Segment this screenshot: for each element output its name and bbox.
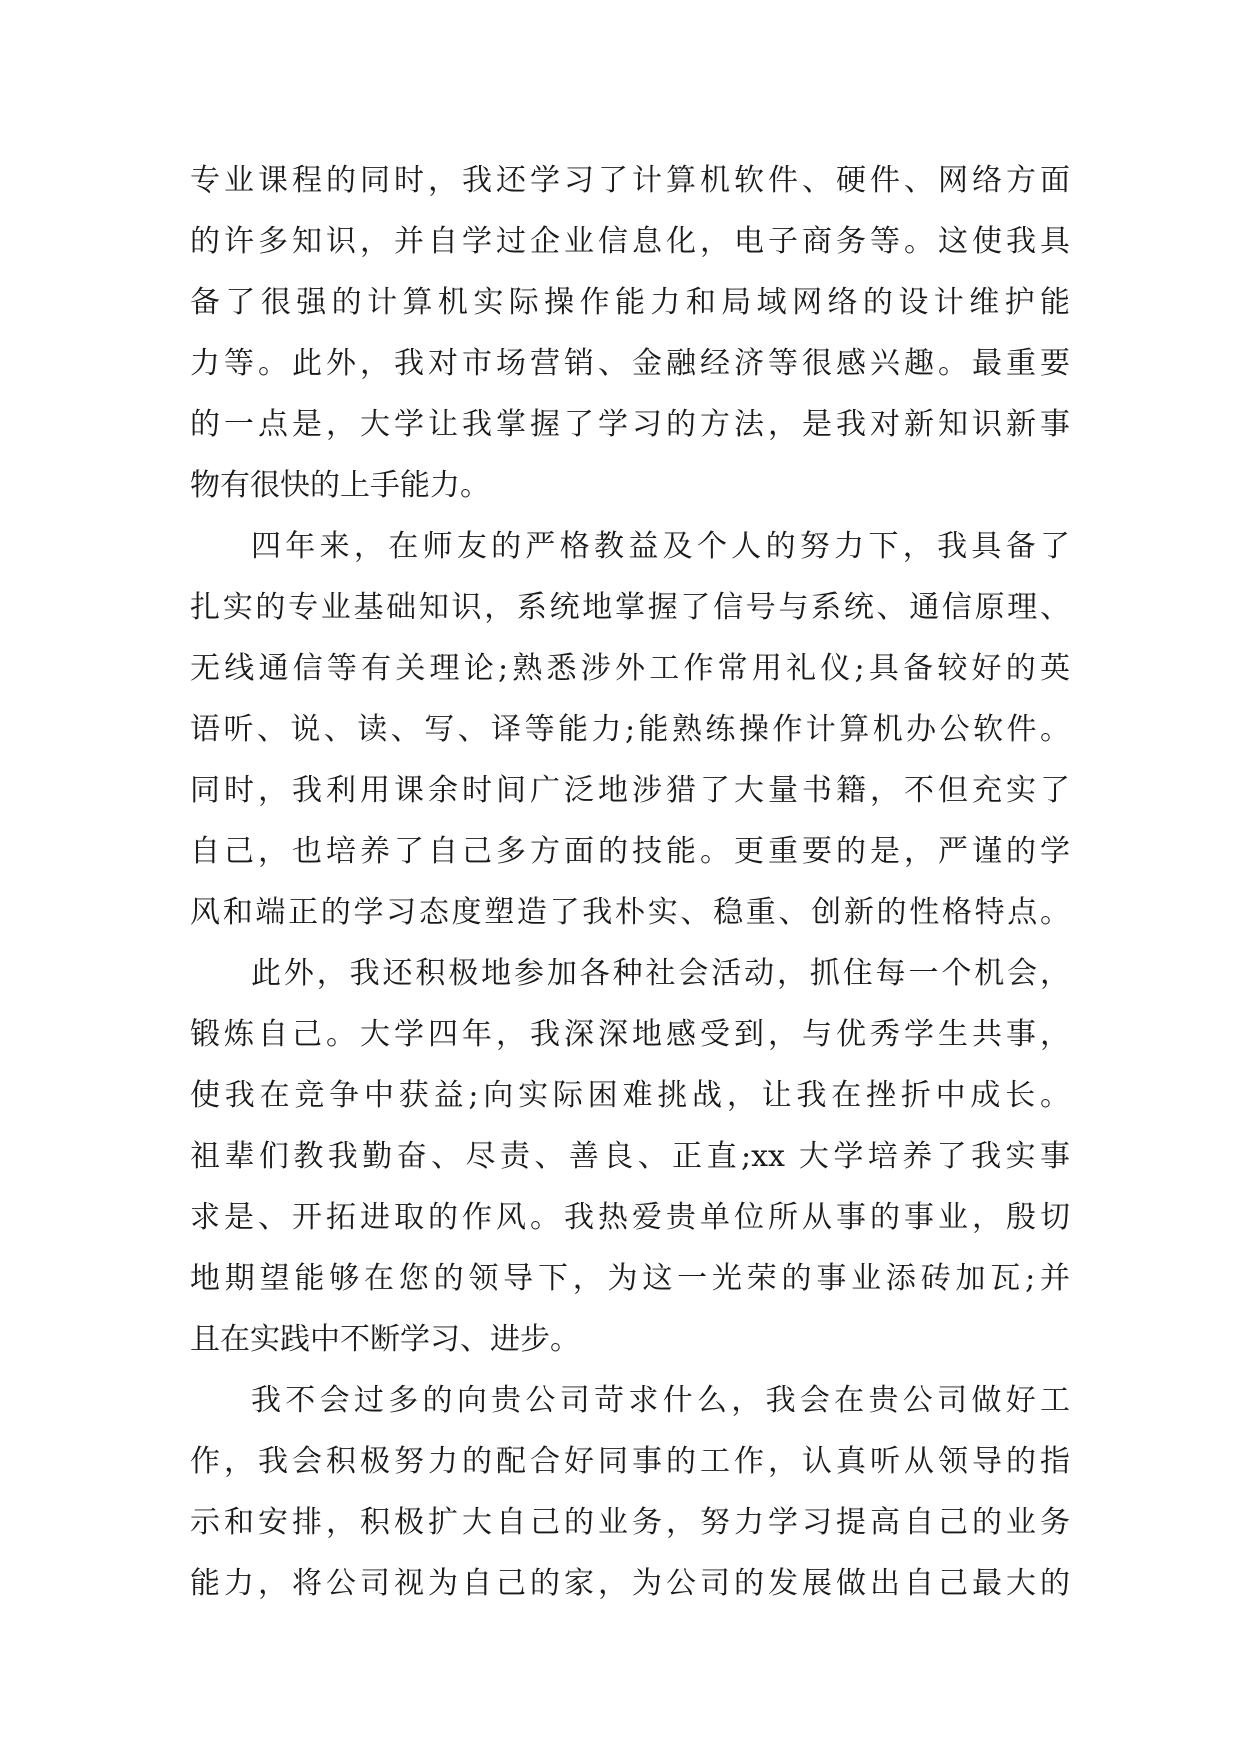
text-line: 的一点是，大学让我掌握了学习的方法，是我对新知识新事 <box>190 407 1070 442</box>
text-line: 地期望能够在您的领导下，为这一光荣的事业添砖加瓦;并 <box>190 1261 1070 1296</box>
text-line: 求是、开拓进取的作风。我热爱贵单位所从事的事业，殷切 <box>190 1200 1070 1235</box>
document-body <box>190 150 1070 1614</box>
text-line: 且在实践中不断学习、进步。 <box>190 1322 580 1357</box>
text-line: 我不会过多的向贵公司苛求什么，我会在贵公司做好工 <box>251 1383 1070 1418</box>
text-line: 此外，我还积极地参加各种社会活动，抓住每一个机会， <box>251 956 1070 991</box>
text-line: 锻炼自己。大学四年，我深深地感受到，与优秀学生共事， <box>190 1017 1070 1052</box>
paragraph-4 <box>190 1370 1070 1614</box>
text-line: 无线通信等有关理论;熟悉涉外工作常用礼仪;具备较好的英 <box>190 651 1070 686</box>
text-line: 示和安排，积极扩大自己的业务，努力学习提高自己的业务 <box>190 1505 1070 1540</box>
text-line: 自己，也培养了自己多方面的技能。更重要的是，严谨的学 <box>190 834 1070 869</box>
text-line: 祖辈们教我勤奋、尽责、善良、正直;xx 大学培养了我实事 <box>190 1139 1070 1174</box>
text-line: 备了很强的计算机实际操作能力和局域网络的设计维护能 <box>190 285 1070 320</box>
text-line: 力等。此外，我对市场营销、金融经济等很感兴趣。最重要 <box>190 346 1070 381</box>
text-line: 同时，我利用课余时间广泛地涉猎了大量书籍，不但充实了 <box>190 773 1070 808</box>
text-line: 风和端正的学习态度塑造了我朴实、稳重、创新的性格特点。 <box>190 895 1070 930</box>
text-line: 的许多知识，并自学过企业信息化，电子商务等。这使我具 <box>190 224 1070 259</box>
paragraph-1 <box>190 150 1070 516</box>
paragraph-2 <box>190 516 1070 943</box>
text-line: 物有很快的上手能力。 <box>190 468 490 503</box>
text-line: 专业课程的同时，我还学习了计算机软件、硬件、网络方面 <box>190 163 1070 198</box>
text-line: 作，我会积极努力的配合好同事的工作，认真听从领导的指 <box>190 1444 1070 1479</box>
text-line: 语听、说、读、写、译等能力;能熟练操作计算机办公软件。 <box>190 712 1070 747</box>
text-line: 四年来，在师友的严格教益及个人的努力下，我具备了 <box>251 529 1070 564</box>
text-line: 使我在竞争中获益;向实际困难挑战，让我在挫折中成长。 <box>190 1078 1070 1113</box>
text-line: 能力，将公司视为自己的家，为公司的发展做出自己最大的 <box>190 1566 1070 1601</box>
text-line: 扎实的专业基础知识，系统地掌握了信号与系统、通信原理、 <box>190 590 1070 625</box>
paragraph-3 <box>190 943 1070 1370</box>
